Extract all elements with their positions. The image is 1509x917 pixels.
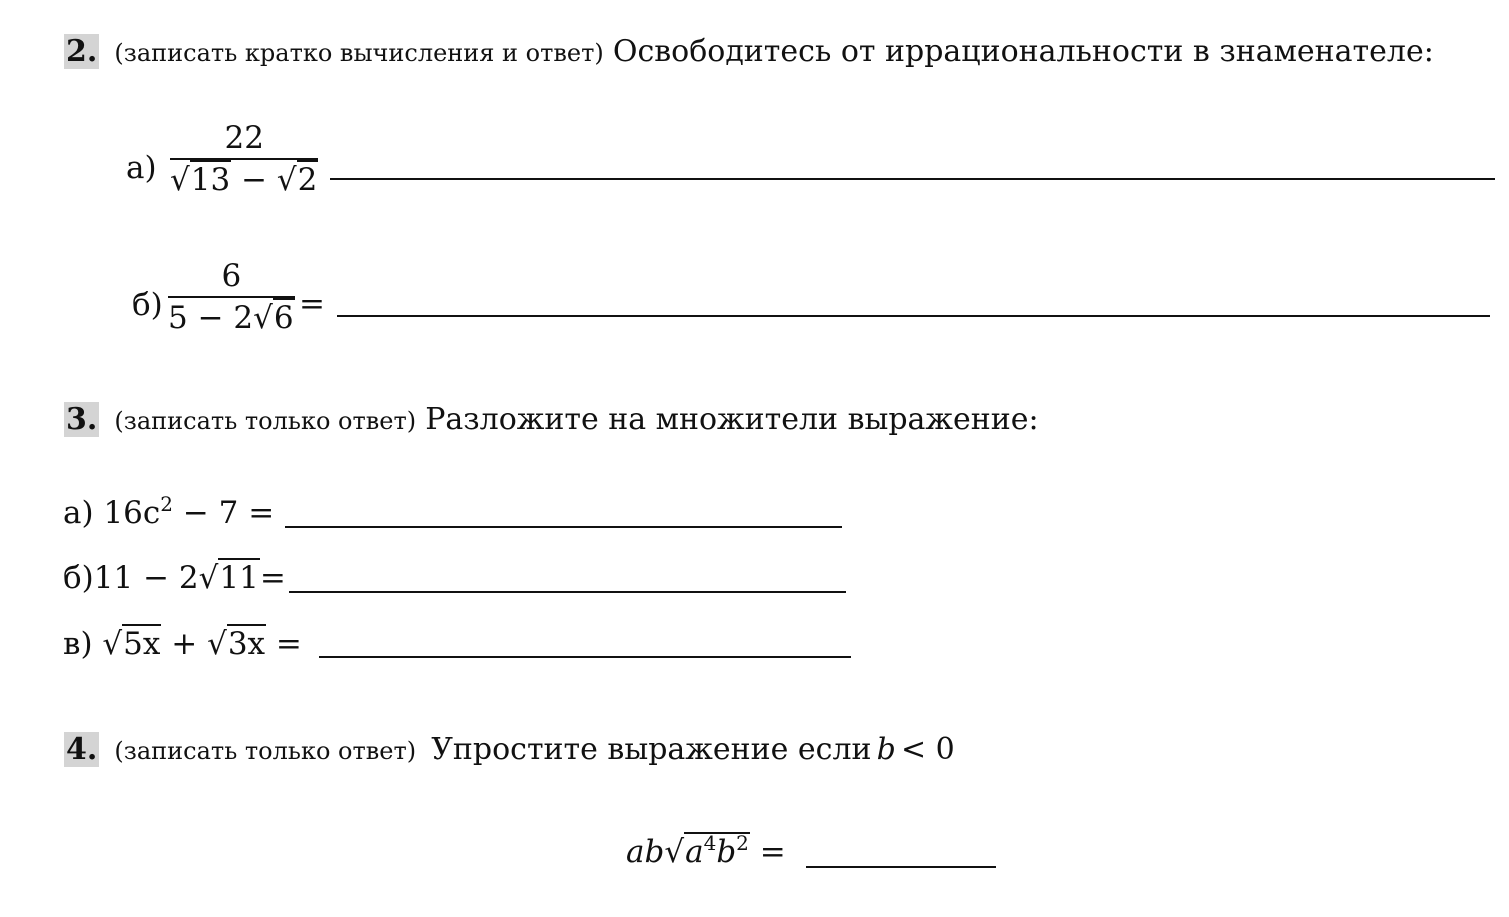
expr-prefix: 11 − 2 [93,560,199,596]
item-label: в) [63,626,93,662]
condition-rest: < 0 [900,732,955,767]
task-note: (записать только ответ) [114,407,417,435]
item-label: б) [63,560,94,596]
task-3c-expression: в) √5x + √3x = [63,626,302,662]
task-note: (записать только ответ) [114,737,417,765]
task-number: 4. [66,732,98,767]
minus-sign: − [241,162,268,198]
task-text: Освободитесь от иррациональности в знаменателе: [612,34,1434,69]
expr-tail: − 7 = [182,495,275,531]
task-2b-label: б) [132,287,163,323]
radicand [684,832,750,870]
task-note: (записать кратко вычисления и ответ) [114,39,604,67]
expr-tail: = [275,626,302,662]
condition-variable: b [876,732,896,767]
answer-line-2a[interactable] [330,178,1495,180]
task-text: Разложите на множители выражение: [425,402,1039,437]
task-text: Упростите выражение если [431,732,872,767]
task-number: 2. [66,34,98,69]
numerator: 22 [224,120,264,156]
radicand: 11 [219,560,259,596]
denominator: 5 − 2√6 [168,300,294,336]
equals-sign: = [759,834,786,870]
expr-tail: = [259,560,286,596]
radicand: 2 [297,162,318,198]
numerator: 6 [221,258,242,294]
denominator: √13 − √2 [170,162,318,198]
var-a: a [685,834,704,870]
var-b: b [716,834,737,870]
exponent: 4 [703,831,717,855]
task-2-header [64,34,1434,69]
task-2a-label: а) [126,150,157,186]
answer-line-3a[interactable] [285,526,842,528]
task-2a-fraction [170,120,318,198]
answer-line-2b[interactable] [337,315,1490,317]
task-2b-fraction [168,258,295,336]
plus-sign: + [171,626,198,662]
radicand: 13 [190,162,231,198]
denominator-prefix: 5 − 2 [168,300,254,336]
task-3b-expression: б)11 − 2√11= [63,560,286,596]
radicand: 5x [123,626,161,662]
answer-line-3b[interactable] [289,591,846,593]
task-3-header [64,402,1039,437]
answer-line-3c[interactable] [319,656,851,658]
answer-line-4[interactable] [806,866,996,868]
task-number: 3. [66,402,98,437]
equals-sign: = [299,286,325,322]
task-4-header [64,732,955,767]
radicand: 6 [273,300,294,336]
expr-base: 16c [103,495,161,531]
task-3a-expression [63,492,275,531]
exponent: 2 [736,831,749,855]
task-4-expression: $ab√a^4b^2$ = [626,831,786,870]
expr-prefix: ab [626,834,665,870]
item-label: а) [63,495,94,531]
exponent: 2 [160,492,173,516]
radicand: 3x [227,626,266,662]
